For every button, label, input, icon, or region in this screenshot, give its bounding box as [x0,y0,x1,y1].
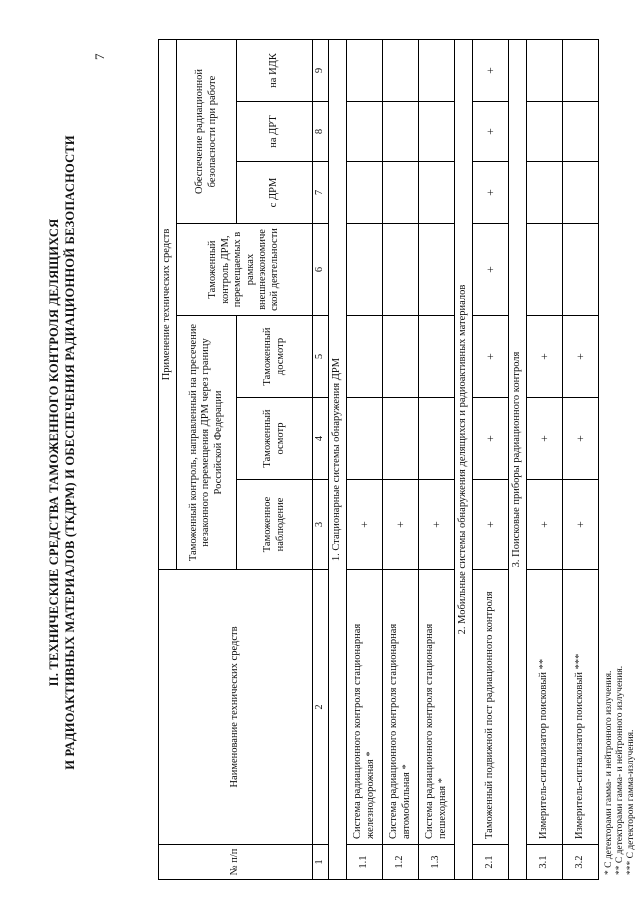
row-number-cell: 1.3 [419,845,455,880]
header-with-drm: с ДРМ [237,162,313,224]
mark-cell: + [527,316,563,398]
header-observation: Таможенное наблюдение [237,480,313,570]
mark-cell [527,224,563,316]
mark-cell [563,162,599,224]
title-line-1: II. ТЕХНИЧЕСКИЕ СРЕДСТВА ТАМОЖЕННОГО КОНТРОЛЯ ДЕЛЯЩИХСЯ [47,218,61,687]
mark-cell [347,162,383,224]
section-label: 3. Поисковые приборы радиационного контроля [509,39,527,879]
column-number-cell: 2 [313,570,329,845]
header-inspection: Таможенный осмотр [237,398,313,480]
mark-cell [563,39,599,101]
mark-cell: + [563,398,599,480]
header-examination: Таможенный досмотр [237,316,313,398]
mark-cell [527,162,563,224]
row-name-cell: Измеритель-сигнализатор поисковый ** [527,570,563,845]
tkdrm-table [158,39,599,880]
column-number-cell: 7 [313,162,329,224]
column-number-cell: 5 [313,316,329,398]
header-border-control: Таможенный контроль, направленный на пресечение незаконного перемещения ДРМ через границу Российской Федерации [177,316,237,570]
mark-cell [347,102,383,162]
section-label: 2. Мобильные системы обнаружения делящихся и радиоактивных материалов [455,39,473,879]
table-row [563,39,599,879]
mark-cell [383,162,419,224]
mark-cell [383,102,419,162]
footnotes [604,666,637,875]
table-row [473,39,509,879]
section-row [329,39,347,879]
column-number-cell: 1 [313,845,329,880]
header-radiation-safety: Обеспечение радиационной безопасности при работе [177,39,237,223]
column-number-cell: 9 [313,39,329,101]
table-row [347,39,383,879]
header-name: Наименование технических средств [159,570,313,845]
mark-cell [347,39,383,101]
row-number-cell: 2.1 [473,845,509,880]
row-number-cell: 1.2 [383,845,419,880]
header-application: Применение технических средств [159,39,177,569]
mark-cell [419,398,455,480]
column-number-cell: 6 [313,224,329,316]
mark-cell [383,398,419,480]
header-row-1 [159,39,177,879]
header-ved-control: Таможенный контроль ДРМ, перемещаемых в рамках внешнеэкономической деятельности [177,224,313,316]
mark-cell: + [563,316,599,398]
mark-cell [563,224,599,316]
column-numbers-row [313,39,329,879]
mark-cell: + [527,480,563,570]
mark-cell: + [527,398,563,480]
mark-cell [419,39,455,101]
mark-cell: + [473,224,509,316]
column-number-cell: 3 [313,480,329,570]
footnote-line: * С детекторами гамма- и нейтронного излучения. [604,670,614,875]
column-number-cell: 4 [313,398,329,480]
mark-cell [383,224,419,316]
table-body [329,39,599,879]
mark-cell [347,316,383,398]
mark-cell [419,224,455,316]
page-number: 7 [92,53,107,60]
mark-cell [419,102,455,162]
mark-cell [563,102,599,162]
mark-cell: + [383,480,419,570]
table-row [383,39,419,879]
document-title [46,0,78,905]
column-number-cell: 8 [313,102,329,162]
row-number-cell: 1.1 [347,845,383,880]
mark-cell: + [347,480,383,570]
mark-cell [419,316,455,398]
title-line-2: И РАДИОАКТИВНЫХ МАТЕРИАЛОВ (ТКДРМ) И ОБЕСПЕЧЕНИЯ РАДИАЦИОННОЙ БЕЗОПАСНОСТИ [63,135,77,770]
mark-cell [419,162,455,224]
mark-cell: + [473,162,509,224]
header-num: № п/п [159,845,313,880]
table-row [419,39,455,879]
table-row [527,39,563,879]
mark-cell [347,224,383,316]
header-on-drt: на ДРТ [237,102,313,162]
footnote-line: ** С детекторами гамма- и нейтронного излучения. [615,665,625,875]
row-number-cell: 3.1 [527,845,563,880]
table-header [159,39,329,879]
mark-cell: + [473,480,509,570]
row-name-cell: Таможенный подвижной пост радиационного контроля [473,570,509,845]
mark-cell: + [473,102,509,162]
mark-cell [383,39,419,101]
mark-cell [527,102,563,162]
row-number-cell: 3.2 [563,845,599,880]
mark-cell: + [563,480,599,570]
row-name-cell: Система радиационного контроля стационарная железнодорожная * [347,570,383,845]
mark-cell [347,398,383,480]
row-name-cell: Система радиационного контроля стационарная пешеходная * [419,570,455,845]
mark-cell [383,316,419,398]
row-name-cell: Измеритель-сигнализатор поисковый *** [563,570,599,845]
mark-cell [527,39,563,101]
header-on-idk: на ИДК [237,39,313,101]
footnote-line: *** С детектором гамма-излучения. [626,729,636,875]
row-name-cell: Система радиационного контроля стационарная автомобильная * [383,570,419,845]
mark-cell: + [473,39,509,101]
mark-cell: + [473,316,509,398]
mark-cell: + [419,480,455,570]
section-row [509,39,527,879]
section-row [455,39,473,879]
mark-cell: + [473,398,509,480]
section-label: 1. Стационарные системы обнаружения ДРМ [329,39,347,879]
